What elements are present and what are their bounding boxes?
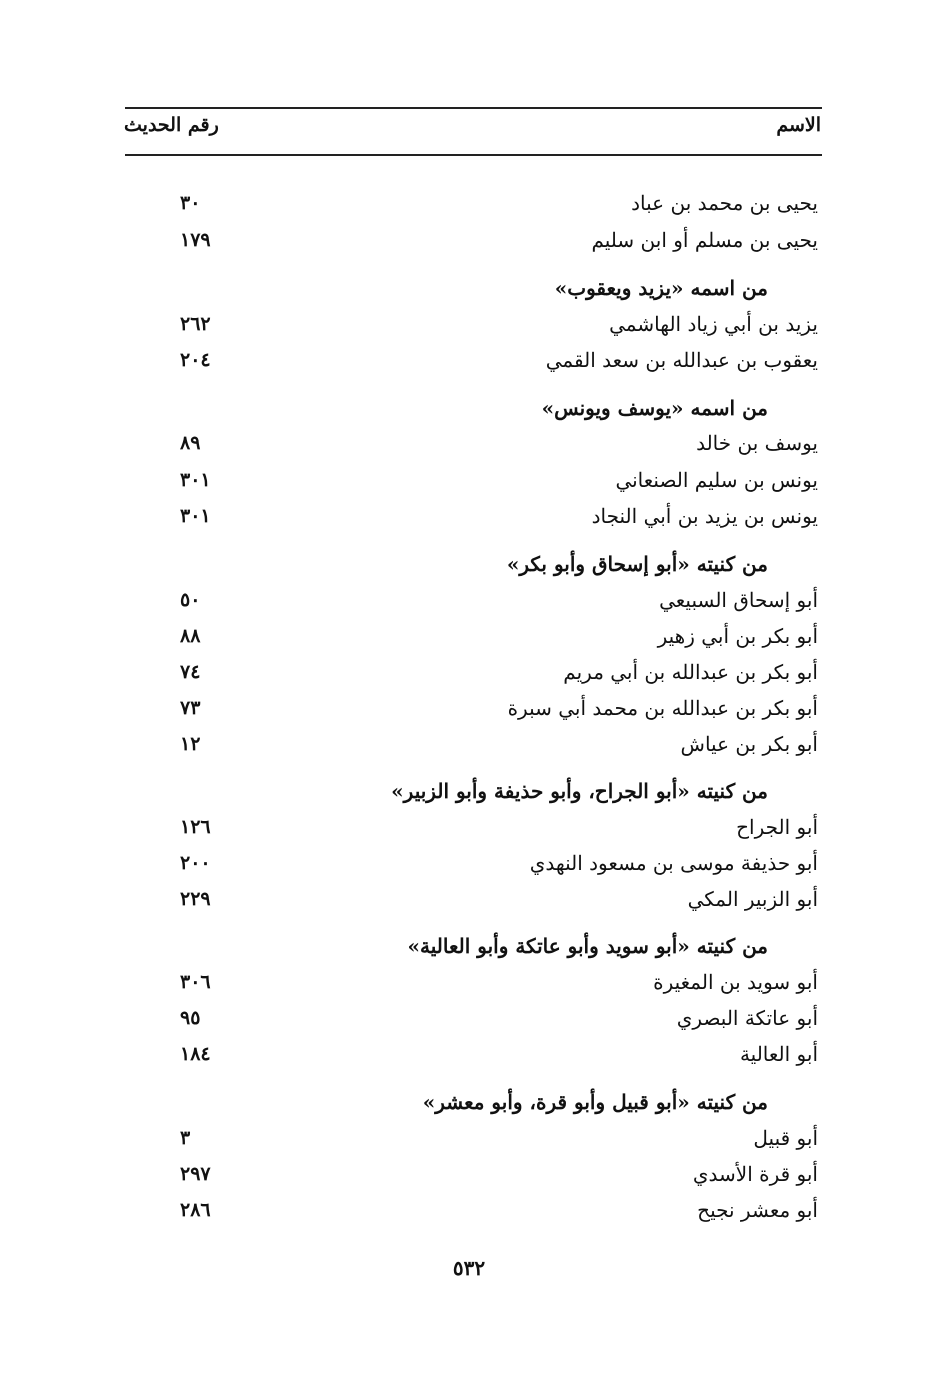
index-entry-row — [0, 1003, 938, 1039]
index-entry-row — [0, 621, 938, 657]
entry-name: أبو الجراح — [736, 815, 818, 839]
hadith-number: ٣٠١ — [180, 505, 211, 527]
index-entry-row — [0, 967, 938, 1003]
entry-name: يزيد بن أبي زياد الهاشمي — [609, 312, 818, 336]
index-entry-row — [0, 188, 938, 224]
index-entry-row — [0, 693, 938, 729]
entry-name: يحيى بن مسلم أو ابن سليم — [591, 228, 818, 252]
index-entry-row — [0, 884, 938, 920]
entry-name: يونس بن سليم الصنعاني — [615, 468, 818, 492]
page-number: ٥٣٢ — [452, 1256, 486, 1280]
section-heading: من كنيته «أبو قبيل وأبو قرة، وأبو معشر» — [422, 1090, 768, 1114]
hadith-number: ٣٠ — [180, 192, 201, 214]
index-entry-row — [0, 1159, 938, 1195]
entry-name: أبو معشر نجيح — [697, 1198, 818, 1222]
hadith-number: ٣٠٦ — [180, 971, 211, 993]
entry-name: أبو قبيل — [753, 1126, 818, 1150]
entry-name: أبو بكر بن عبدالله بن أبي مريم — [563, 660, 818, 684]
hadith-number: ٢٠٠ — [180, 852, 211, 874]
section-heading-row — [0, 931, 938, 967]
entry-name: يعقوب بن عبدالله بن سعد القمي — [545, 348, 818, 372]
entry-name: أبو الزبير المكي — [687, 887, 818, 911]
index-entry-row — [0, 1123, 938, 1159]
section-heading-row — [0, 393, 938, 429]
hadith-number: ١٨٤ — [180, 1043, 211, 1065]
section-heading-row — [0, 549, 938, 585]
hadith-number: ٥٠ — [180, 589, 201, 611]
index-entry-row — [0, 848, 938, 884]
hadith-number: ٢٢٩ — [180, 888, 211, 910]
index-entry-row — [0, 1039, 938, 1075]
entry-name: يونس بن يزيد بن أبي النجاد — [591, 504, 818, 528]
index-entry-row — [0, 465, 938, 501]
entry-name: أبو بكر بن أبي زهير — [657, 624, 818, 648]
hadith-number: ٧٤ — [180, 661, 201, 683]
section-heading: من كنيته «أبو إسحاق وأبو بكر» — [506, 552, 768, 576]
index-entry-row — [0, 225, 938, 261]
section-heading: من كنيته «أبو سويد وأبو عاتكة وأبو العالية» — [407, 934, 768, 958]
hadith-number: ٩٥ — [180, 1007, 201, 1029]
entry-name: أبو حذيفة موسى بن مسعود النهدي — [529, 851, 818, 875]
index-entry-row — [0, 657, 938, 693]
hadith-number: ٣٠١ — [180, 469, 211, 491]
index-entry-row — [0, 428, 938, 464]
section-heading: من كنيته «أبو الجراح، وأبو حذيفة وأبو الزبير» — [391, 779, 768, 803]
name-column-header: الاسم — [776, 114, 821, 136]
hadith-number: ٨٨ — [180, 625, 201, 647]
index-entry-row — [0, 501, 938, 537]
index-entry-row — [0, 1195, 938, 1231]
index-entry-row — [0, 309, 938, 345]
index-entry-row — [0, 729, 938, 765]
index-entry-row — [0, 585, 938, 621]
hadith-number: ١٢٦ — [180, 816, 211, 838]
section-heading: من اسمه «يوسف ويونس» — [541, 396, 768, 420]
hadith-number: ٢٩٧ — [180, 1163, 211, 1185]
hadith-number: ٢٠٤ — [180, 349, 211, 371]
hadith-number: ٨٩ — [180, 432, 201, 454]
section-heading-row — [0, 1087, 938, 1123]
section-heading-row — [0, 273, 938, 309]
entry-name: يوسف بن خالد — [696, 431, 818, 455]
section-heading-row — [0, 776, 938, 812]
hadith-number: ٢٨٦ — [180, 1199, 211, 1221]
entry-name: أبو العالية — [739, 1042, 818, 1066]
entry-name: أبو قرة الأسدي — [692, 1162, 818, 1186]
entry-name: أبو إسحاق السبيعي — [659, 588, 818, 612]
entry-name: يحيى بن محمد بن عباد — [631, 191, 818, 215]
hadith-number: ٧٣ — [180, 697, 201, 719]
number-column-header: رقم الحديث — [124, 114, 219, 136]
hadith-number: ٣ — [180, 1127, 191, 1149]
entry-name: أبو عاتكة البصري — [676, 1006, 818, 1030]
entry-name: أبو سويد بن المغيرة — [653, 970, 818, 994]
index-entry-row — [0, 812, 938, 848]
section-heading: من اسمه «يزيد ويعقوب» — [554, 276, 768, 300]
index-entry-row — [0, 345, 938, 381]
entry-name: أبو بكر بن عياش — [680, 732, 818, 756]
hadith-number: ١٢ — [180, 733, 201, 755]
hadith-number: ٢٦٢ — [180, 313, 211, 335]
hadith-number: ١٧٩ — [180, 229, 211, 251]
entry-name: أبو بكر بن عبدالله بن محمد أبي سبرة — [507, 696, 818, 720]
